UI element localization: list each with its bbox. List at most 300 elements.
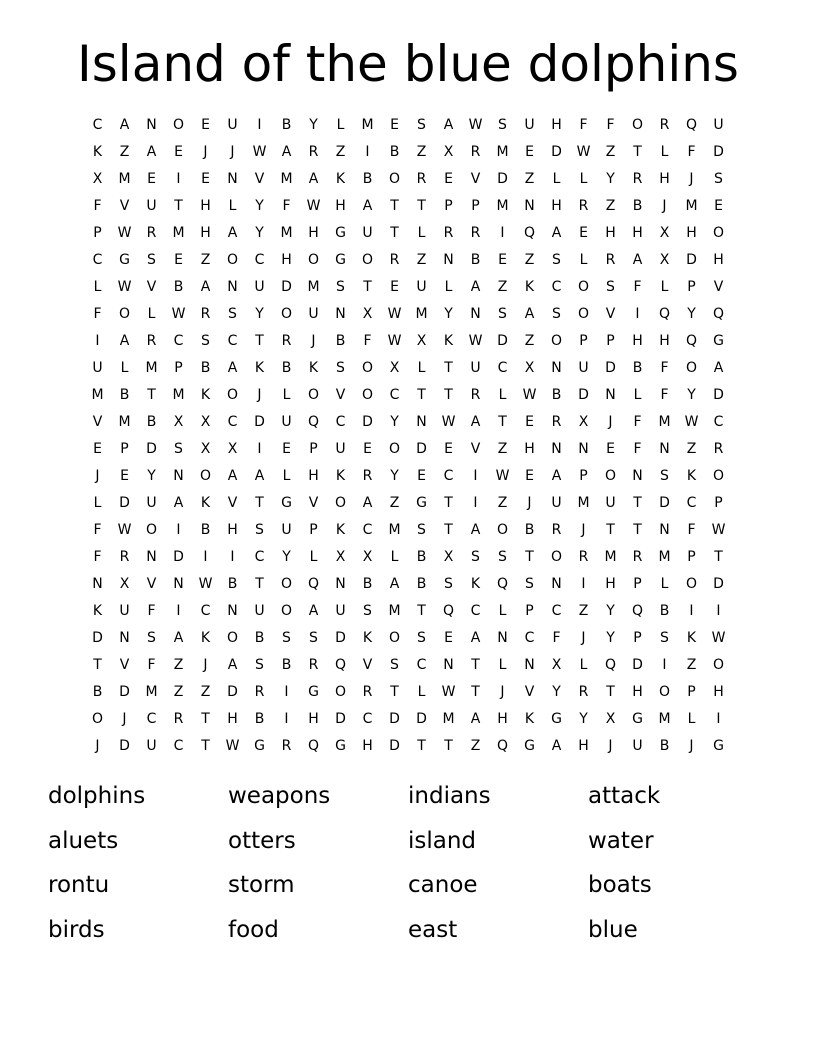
grid-letter: T xyxy=(417,198,426,214)
grid-letter: S xyxy=(552,306,561,322)
grid-letter: L xyxy=(579,657,588,673)
grid-letter: E xyxy=(93,441,102,457)
grid-letter: I xyxy=(716,711,721,727)
grid-letter: T xyxy=(498,414,507,430)
grid-letter: P xyxy=(579,333,588,349)
grid-letter: R xyxy=(146,333,157,349)
grid-letter: C xyxy=(443,468,454,484)
grid-letter: O xyxy=(496,522,509,538)
grid-letter: B xyxy=(362,576,373,592)
grid-letter: Z xyxy=(524,171,535,187)
grid-letter: A xyxy=(443,117,454,133)
grid-letter: H xyxy=(713,684,724,700)
grid-letter: U xyxy=(335,441,346,457)
grid-letter: V xyxy=(308,495,319,511)
grid-letter: P xyxy=(471,198,480,214)
grid-letter: M xyxy=(415,306,428,322)
grid-letter: J xyxy=(230,144,235,160)
grid-letter: O xyxy=(712,225,725,241)
grid-letter: Z xyxy=(497,441,508,457)
grid-letter: F xyxy=(552,630,561,646)
grid-letter: L xyxy=(147,306,156,322)
grid-letter: R xyxy=(308,144,319,160)
grid-letter: F xyxy=(93,549,102,565)
grid-letter: Y xyxy=(390,468,399,484)
grid-letter: U xyxy=(416,279,427,295)
grid-letter: T xyxy=(255,495,264,511)
grid-letter: O xyxy=(118,306,131,322)
grid-letter: D xyxy=(416,441,427,457)
grid-letter: Z xyxy=(686,441,697,457)
grid-letter: T xyxy=(471,684,480,700)
grid-letter: E xyxy=(444,441,453,457)
grid-letter: R xyxy=(551,414,562,430)
grid-letter: D xyxy=(119,738,130,754)
grid-letter: O xyxy=(280,306,293,322)
grid-letter: I xyxy=(176,171,181,187)
grid-letter: F xyxy=(606,117,615,133)
grid-letter: Z xyxy=(389,495,400,511)
grid-letter: P xyxy=(309,522,318,538)
grid-letter: M xyxy=(118,414,131,430)
grid-letter: G xyxy=(551,711,562,727)
grid-letter: E xyxy=(147,171,156,187)
word-list-item: island xyxy=(408,827,477,854)
grid-letter: O xyxy=(712,468,725,484)
grid-letter: O xyxy=(307,252,320,268)
grid-letter: Z xyxy=(686,657,697,673)
grid-letter: V xyxy=(254,171,265,187)
grid-letter: B xyxy=(470,252,481,268)
grid-letter: L xyxy=(633,387,642,403)
grid-letter: S xyxy=(660,468,669,484)
grid-letter: M xyxy=(496,144,509,160)
grid-letter: W xyxy=(495,468,510,484)
grid-letter: S xyxy=(336,360,345,376)
grid-letter: L xyxy=(282,468,291,484)
grid-letter: M xyxy=(145,684,158,700)
grid-letter: I xyxy=(230,549,235,565)
grid-letter: H xyxy=(524,441,535,457)
grid-letter: O xyxy=(388,441,401,457)
grid-letter: F xyxy=(579,117,588,133)
word-list-item: boats xyxy=(588,872,652,898)
grid-letter: W xyxy=(441,684,456,700)
grid-letter: C xyxy=(470,603,481,619)
grid-letter: E xyxy=(201,171,210,187)
grid-letter: H xyxy=(632,333,643,349)
grid-letter: K xyxy=(335,522,346,538)
grid-letter: V xyxy=(119,657,130,673)
grid-letter: R xyxy=(578,549,589,565)
grid-letter: G xyxy=(281,495,292,511)
grid-letter: A xyxy=(470,279,481,295)
grid-letter: N xyxy=(443,657,454,673)
grid-letter: E xyxy=(606,441,615,457)
grid-letter: B xyxy=(200,522,211,538)
grid-letter: D xyxy=(92,630,103,646)
grid-letter: E xyxy=(363,441,372,457)
grid-letter: V xyxy=(470,441,481,457)
word-list xyxy=(48,776,768,954)
grid-letter: K xyxy=(335,171,346,187)
grid-letter: P xyxy=(633,576,642,592)
grid-letter: B xyxy=(416,576,427,592)
grid-letter: J xyxy=(527,495,532,511)
grid-letter: U xyxy=(713,117,724,133)
grid-letter: G xyxy=(632,711,643,727)
grid-letter: U xyxy=(632,738,643,754)
grid-letter: N xyxy=(335,576,346,592)
grid-row xyxy=(84,652,732,679)
grid-letter: X xyxy=(524,360,535,376)
grid-letter: L xyxy=(498,603,507,619)
grid-letter: H xyxy=(308,468,319,484)
grid-letter: O xyxy=(712,657,725,673)
grid-letter: A xyxy=(173,630,184,646)
grid-letter: E xyxy=(444,630,453,646)
word-list-item: rontu xyxy=(48,872,110,898)
word-list-item: blue xyxy=(588,916,638,943)
grid-letter: M xyxy=(280,225,293,241)
grid-letter: L xyxy=(390,549,399,565)
grid-letter: N xyxy=(470,306,481,322)
grid-letter: R xyxy=(470,225,481,241)
grid-letter: O xyxy=(577,279,590,295)
grid-letter: K xyxy=(686,630,697,646)
grid-letter: B xyxy=(281,117,292,133)
grid-letter: X xyxy=(200,414,211,430)
grid-letter: T xyxy=(444,387,453,403)
grid-letter: A xyxy=(227,225,238,241)
grid-row xyxy=(84,436,732,463)
grid-letter: N xyxy=(227,603,238,619)
grid-letter: D xyxy=(146,441,157,457)
grid-letter: W xyxy=(252,144,267,160)
grid-letter: C xyxy=(686,495,697,511)
grid-letter: G xyxy=(254,738,265,754)
grid-letter: J xyxy=(608,738,613,754)
grid-letter: S xyxy=(471,549,480,565)
grid-letter: N xyxy=(119,630,130,646)
grid-letter: F xyxy=(93,198,102,214)
grid-letter: S xyxy=(147,252,156,268)
grid-letter: I xyxy=(365,144,370,160)
grid-letter: P xyxy=(309,441,318,457)
grid-letter: O xyxy=(307,387,320,403)
grid-letter: S xyxy=(417,630,426,646)
grid-letter: L xyxy=(93,495,102,511)
grid-row xyxy=(84,139,732,166)
grid-letter: D xyxy=(659,495,670,511)
grid-letter: V xyxy=(524,684,535,700)
grid-letter: T xyxy=(255,333,264,349)
grid-letter: H xyxy=(281,252,292,268)
grid-letter: R xyxy=(281,333,292,349)
grid-row xyxy=(84,166,732,193)
grid-letter: X xyxy=(578,414,589,430)
grid-letter: V xyxy=(146,576,157,592)
grid-row xyxy=(84,274,732,301)
grid-letter: S xyxy=(498,306,507,322)
grid-letter: I xyxy=(203,549,208,565)
grid-letter: T xyxy=(444,495,453,511)
grid-letter: U xyxy=(254,279,265,295)
grid-letter: Z xyxy=(497,279,508,295)
grid-letter: O xyxy=(280,603,293,619)
grid-letter: W xyxy=(117,522,132,538)
grid-letter: L xyxy=(444,279,453,295)
grid-letter: D xyxy=(173,549,184,565)
grid-letter: F xyxy=(660,360,669,376)
grid-letter: Q xyxy=(334,657,347,673)
grid-letter: D xyxy=(686,252,697,268)
grid-letter: D xyxy=(335,711,346,727)
grid-letter: M xyxy=(658,711,671,727)
grid-letter: T xyxy=(444,522,453,538)
grid-letter: O xyxy=(631,117,644,133)
grid-letter: Z xyxy=(200,252,211,268)
grid-letter: U xyxy=(254,603,265,619)
grid-letter: C xyxy=(524,630,535,646)
grid-letter: N xyxy=(524,657,535,673)
grid-letter: U xyxy=(362,225,373,241)
grid-letter: F xyxy=(282,198,291,214)
grid-letter: D xyxy=(119,495,130,511)
grid-letter: I xyxy=(257,117,262,133)
grid-letter: Q xyxy=(523,225,536,241)
grid-letter: P xyxy=(174,360,183,376)
grid-letter: R xyxy=(362,468,373,484)
grid-letter: A xyxy=(389,576,400,592)
grid-letter: T xyxy=(201,738,210,754)
grid-letter: A xyxy=(524,306,535,322)
grid-letter: C xyxy=(551,603,562,619)
grid-letter: A xyxy=(119,117,130,133)
grid-letter: J xyxy=(257,387,262,403)
grid-letter: F xyxy=(363,333,372,349)
grid-letter: H xyxy=(713,252,724,268)
grid-letter: X xyxy=(92,171,103,187)
grid-letter: B xyxy=(254,630,265,646)
grid-letter: L xyxy=(282,387,291,403)
grid-letter: P xyxy=(687,279,696,295)
grid-letter: E xyxy=(120,468,129,484)
grid-letter: N xyxy=(416,414,427,430)
grid-letter: C xyxy=(92,252,103,268)
grid-letter: M xyxy=(442,711,455,727)
grid-letter: X xyxy=(659,225,670,241)
grid-letter: H xyxy=(362,738,373,754)
grid-letter: H xyxy=(659,333,670,349)
grid-letter: Z xyxy=(200,684,211,700)
grid-letter: J xyxy=(122,711,127,727)
grid-letter: S xyxy=(174,441,183,457)
grid-letter: N xyxy=(227,171,238,187)
grid-letter: P xyxy=(687,684,696,700)
word-list-item: dolphins xyxy=(48,783,146,809)
grid-letter: M xyxy=(388,522,401,538)
grid-letter: W xyxy=(387,333,402,349)
grid-letter: O xyxy=(685,360,698,376)
grid-letter: G xyxy=(335,225,346,241)
grid-letter: C xyxy=(227,333,238,349)
grid-letter: I xyxy=(284,711,289,727)
grid-letter: Z xyxy=(335,144,346,160)
grid-letter: Z xyxy=(605,198,616,214)
grid-row xyxy=(84,409,732,436)
grid-letter: H xyxy=(200,225,211,241)
grid-letter: I xyxy=(635,306,640,322)
grid-letter: U xyxy=(605,495,616,511)
grid-letter: L xyxy=(579,252,588,268)
grid-letter: B xyxy=(146,414,157,430)
grid-letter: D xyxy=(497,171,508,187)
grid-letter: F xyxy=(633,414,642,430)
grid-letter: X xyxy=(200,441,211,457)
grid-letter: F xyxy=(633,441,642,457)
grid-letter: K xyxy=(308,360,319,376)
grid-letter: W xyxy=(441,414,456,430)
grid-letter: L xyxy=(498,387,507,403)
grid-letter: I xyxy=(176,522,181,538)
grid-letter: F xyxy=(147,603,156,619)
grid-letter: K xyxy=(200,387,211,403)
grid-letter: F xyxy=(660,387,669,403)
grid-letter: R xyxy=(713,441,724,457)
grid-letter: I xyxy=(257,441,262,457)
grid-letter: A xyxy=(227,360,238,376)
grid-letter: S xyxy=(606,279,615,295)
grid-letter: W xyxy=(198,576,213,592)
grid-letter: C xyxy=(362,711,373,727)
grid-letter: J xyxy=(662,198,667,214)
grid-letter: R xyxy=(200,306,211,322)
grid-letter: L xyxy=(417,225,426,241)
grid-letter: V xyxy=(146,279,157,295)
grid-letter: V xyxy=(713,279,724,295)
grid-letter: M xyxy=(685,198,698,214)
grid-letter: H xyxy=(551,117,562,133)
grid-letter: R xyxy=(470,144,481,160)
grid-row xyxy=(84,625,732,652)
grid-letter: U xyxy=(92,360,103,376)
grid-letter: X xyxy=(362,549,373,565)
grid-letter: M xyxy=(118,171,131,187)
grid-letter: N xyxy=(146,549,157,565)
grid-letter: T xyxy=(444,738,453,754)
grid-letter: P xyxy=(579,468,588,484)
grid-row xyxy=(84,490,732,517)
grid-letter: T xyxy=(606,522,615,538)
grid-letter: T xyxy=(201,711,210,727)
grid-letter: K xyxy=(200,495,211,511)
grid-letter: D xyxy=(713,576,724,592)
grid-letter: O xyxy=(172,117,185,133)
grid-letter: Z xyxy=(524,333,535,349)
grid-letter: W xyxy=(711,522,726,538)
grid-letter: A xyxy=(308,171,319,187)
grid-letter: N xyxy=(173,576,184,592)
grid-letter: R xyxy=(281,738,292,754)
grid-letter: B xyxy=(362,171,373,187)
grid-letter: X xyxy=(605,711,616,727)
grid-letter: L xyxy=(498,657,507,673)
grid-letter: N xyxy=(632,468,643,484)
grid-letter: H xyxy=(686,225,697,241)
grid-row xyxy=(84,247,732,274)
grid-letter: A xyxy=(551,738,562,754)
grid-letter: U xyxy=(119,603,130,619)
grid-letter: X xyxy=(416,333,427,349)
grid-letter: S xyxy=(444,576,453,592)
grid-letter: H xyxy=(605,225,616,241)
grid-letter: W xyxy=(225,738,240,754)
word-list-item: attack xyxy=(588,783,661,809)
grid-letter: A xyxy=(308,603,319,619)
grid-letter: R xyxy=(605,252,616,268)
grid-letter: B xyxy=(524,522,535,538)
grid-row xyxy=(84,220,732,247)
grid-letter: M xyxy=(307,279,320,295)
grid-letter: T xyxy=(633,495,642,511)
grid-letter: V xyxy=(362,657,373,673)
grid-letter: F xyxy=(93,306,102,322)
grid-letter: Y xyxy=(687,306,696,322)
grid-letter: D xyxy=(713,387,724,403)
grid-letter: K xyxy=(524,279,535,295)
grid-letter: A xyxy=(200,279,211,295)
grid-letter: C xyxy=(173,333,184,349)
grid-letter: Z xyxy=(416,144,427,160)
grid-letter: S xyxy=(255,522,264,538)
grid-letter: N xyxy=(551,576,562,592)
grid-letter: R xyxy=(308,657,319,673)
grid-letter: M xyxy=(280,171,293,187)
grid-letter: Z xyxy=(119,144,130,160)
grid-letter: S xyxy=(228,306,237,322)
grid-letter: G xyxy=(308,684,319,700)
grid-letter: R xyxy=(578,684,589,700)
grid-letter: O xyxy=(334,684,347,700)
grid-letter: C xyxy=(200,603,211,619)
grid-letter: I xyxy=(581,576,586,592)
grid-letter: A xyxy=(713,360,724,376)
grid-letter: W xyxy=(117,225,132,241)
grid-letter: R xyxy=(578,198,589,214)
grid-letter: T xyxy=(606,684,615,700)
grid-letter: N xyxy=(497,630,508,646)
grid-letter: K xyxy=(254,360,265,376)
grid-letter: T xyxy=(390,225,399,241)
grid-letter: S xyxy=(660,630,669,646)
grid-letter: I xyxy=(689,603,694,619)
grid-letter: X xyxy=(443,549,454,565)
grid-letter: S xyxy=(336,279,345,295)
grid-letter: E xyxy=(417,468,426,484)
grid-letter: B xyxy=(551,387,562,403)
grid-letter: N xyxy=(335,306,346,322)
grid-letter: I xyxy=(95,333,100,349)
grid-letter: Y xyxy=(390,414,399,430)
grid-letter: I xyxy=(176,603,181,619)
grid-letter: U xyxy=(578,360,589,376)
grid-letter: A xyxy=(551,225,562,241)
grid-letter: C xyxy=(92,117,103,133)
grid-letter: B xyxy=(200,360,211,376)
grid-letter: Q xyxy=(307,576,320,592)
grid-row xyxy=(84,112,732,139)
